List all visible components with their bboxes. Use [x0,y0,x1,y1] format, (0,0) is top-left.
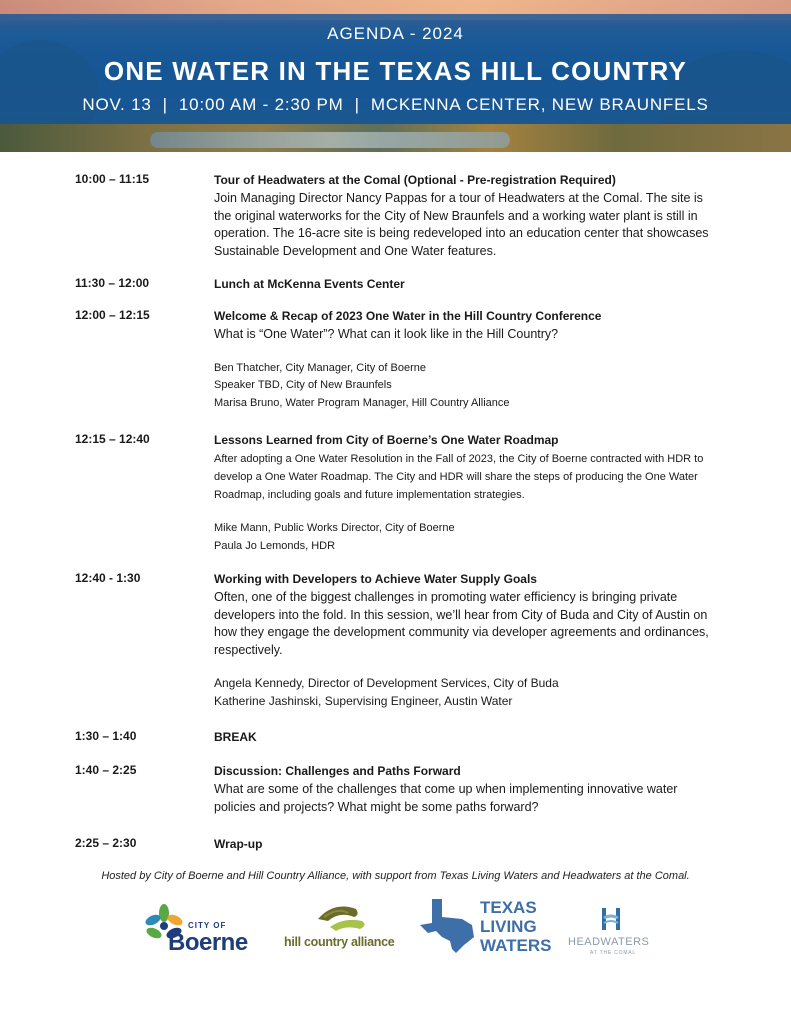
speaker: Ben Thatcher, City Manager, City of Boerne [214,361,426,374]
agenda-content [214,763,719,816]
boerne-city-of: CITY OF [188,921,227,930]
agenda-title: Discussion: Challenges and Paths Forward [214,764,461,778]
speaker: Speaker TBD, City of New Braunfels [214,379,392,391]
banner-title: ONE WATER IN THE TEXAS HILL COUNTRY [103,56,688,86]
agenda-title: BREAK [214,730,257,744]
tlw-waters: WATERS [480,936,552,955]
agenda-content [214,836,719,853]
tlw-living: LIVING [480,917,537,936]
texas-living-waters-logo [418,897,552,961]
speaker: Paula Jo Lemonds, HDR [214,539,336,552]
banner-subtitle: NOV. 13 | 10:00 AM - 2:30 PM | MCKENNA CENTER, NEW BRAUNFELS [82,95,709,114]
hca-hands-icon [284,899,388,935]
agenda-content [214,276,719,293]
agenda-time: 2:25 – 2:30 [75,836,137,850]
agenda-content [214,172,719,260]
speaker: Katherine Jashinski, Supervising Engineer, Austin Water [214,693,513,708]
agenda-content [214,432,719,555]
hca-wordmark: hill country alliance [284,935,395,949]
headwaters-logo [566,906,656,962]
agenda-title: Lunch at McKenna Events Center [214,277,405,291]
agenda-title: Wrap-up [214,837,263,851]
agenda-content [214,308,719,412]
speaker: Marisa Bruno, Water Program Manager, Hill Country Alliance [214,396,510,409]
agenda-time: 1:40 – 2:25 [75,763,137,777]
banner-eyebrow: AGENDA - 2024 [327,24,464,43]
agenda-content [214,729,719,746]
speaker: Mike Mann, Public Works Director, City of Boerne [214,522,455,534]
texas-state-icon [418,897,478,955]
agenda-description: What is “One Water”? What can it look like in the Hill Country? [214,327,559,341]
agenda-description: After adopting a One Water Resolution in the Fall of 2023, the City of Boerne contracted with HDR to develop a One Water Roadmap. The City and HDR will share the steps of producing the One Water Roadmap, including goals and future implementation strategies. [214,453,704,501]
agenda-description: Join Managing Director Nancy Pappas for a tour of Headwaters at the Comal. The site is the original waterworks for the City of New Braunfels and a working water plant is still in operation. The 16-acre site is being redeveloped into an education center that showcases Sustainable Development and One Water features. [214,191,709,258]
speaker-list [214,360,719,413]
hosted-by-note: Hosted by City of Boerne and Hill Country Alliance, with support from Texas Living Waters and Headwaters at the Comal. [101,870,690,882]
speaker-list [214,675,719,710]
agenda-title: Lessons Learned from City of Boerne’s One Water Roadmap [214,433,559,447]
agenda-time: 12:15 – 12:40 [75,432,150,446]
agenda-time: 11:30 – 12:00 [75,276,150,290]
agenda-description: Often, one of the biggest challenges in promoting water efficiency is bringing private developers into the fold. In this session, we’ll hear from City of Buda and City of Austin on how they engage the development community via developer agreements and ordinances, respectively. [214,590,709,657]
agenda-time: 10:00 – 11:15 [75,172,150,186]
headwaters-sub: AT THE COMAL [590,950,636,956]
speaker: Angela Kennedy, Director of Development Services, City of Buda [214,676,559,690]
agenda-content [214,571,719,710]
headwaters-name: HEADWATERS [568,936,650,948]
city-of-boerne-logo [144,903,264,959]
agenda-time: 12:40 - 1:30 [75,571,141,585]
agenda-description: What are some of the challenges that come up when implementing innovative water policies and projects? What might be some paths forward? [214,782,678,814]
banner-river [150,132,510,148]
agenda-title: Welcome & Recap of 2023 One Water in the Hill Country Conference [214,309,602,323]
agenda-time: 12:00 – 12:15 [75,308,150,322]
agenda-title: Working with Developers to Achieve Water Supply Goals [214,572,537,586]
boerne-wordmark: Boerne [168,929,248,956]
speaker-list [214,520,719,555]
headwaters-h-icon [566,906,656,934]
agenda-title: Tour of Headwaters at the Comal (Optional - Pre-registration Required) [214,173,616,187]
header-banner [0,0,791,152]
tlw-texas: TEXAS [480,898,537,917]
hill-country-alliance-logo [284,899,395,959]
agenda-time: 1:30 – 1:40 [75,729,137,743]
